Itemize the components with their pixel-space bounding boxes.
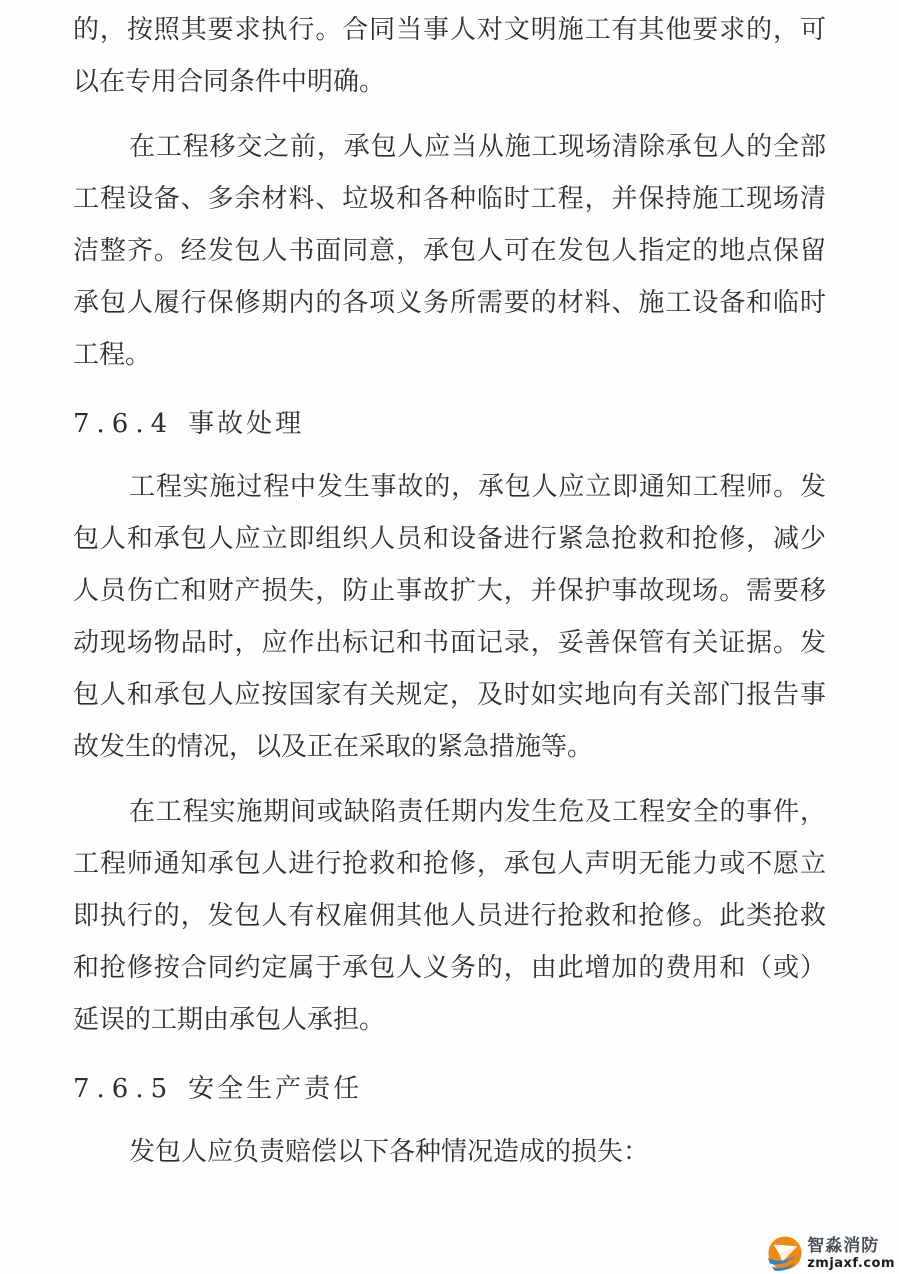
watermark <box>766 1236 895 1272</box>
section-title: 事故处理 <box>188 409 305 439</box>
text-line: 工程实施过程中发生事故的，承包人应立即通知工程师。发 <box>129 472 826 502</box>
text-line: 包人和承包人应立即组织人员和设备进行紧急抢救和抢修，减少 <box>73 524 826 554</box>
text-line: 工程师通知承包人进行抢救和抢修，承包人声明无能力或不愿立 <box>73 849 826 879</box>
brand-text-block <box>807 1237 895 1271</box>
section-heading-7-6-4 <box>73 398 826 450</box>
text-line: 即执行的，发包人有权雇佣其他人员进行抢救和抢修。此类抢救 <box>73 901 826 931</box>
text-line: 发包人应负责赔偿以下各种情况造成的损失： <box>129 1137 650 1167</box>
text-line: 工程。 <box>73 340 152 370</box>
text-line: 承包人履行保修期内的各项义务所需要的材料、施工设备和临时 <box>73 288 826 318</box>
text-line: 动现场物品时，应作出标记和书面记录，妥善保管有关证据。发 <box>73 628 826 658</box>
text-line: 洁整齐。经发包人书面同意，承包人可在发包人指定的地点保留 <box>73 236 826 266</box>
brand-logo-icon <box>766 1236 804 1272</box>
text-line: 在工程移交之前，承包人应当从施工现场清除承包人的全部 <box>129 132 826 162</box>
text-line: 以在专用合同条件中明确。 <box>73 67 386 97</box>
brand-url: zmjaxf.com <box>807 1256 895 1271</box>
text-line: 工程设备、多余材料、垃圾和各种临时工程，并保持施工现场清 <box>73 184 826 214</box>
section-title: 安全生产责任 <box>188 1074 363 1104</box>
section-number: 7.6.4 <box>73 409 175 439</box>
text-line: 延误的工期由承包人承担。 <box>73 1005 386 1035</box>
brand-name: 智淼消防 <box>807 1236 880 1256</box>
body-text <box>73 4 826 1178</box>
text-line: 在工程实施期间或缺陷责任期内发生危及工程安全的事件， <box>129 797 826 827</box>
text-line: 的，按照其要求执行。合同当事人对文明施工有其他要求的，可 <box>73 15 826 45</box>
text-line: 人员伤亡和财产损失，防止事故扩大，并保护事故现场。需要移 <box>73 576 826 606</box>
text-line: 故发生的情况，以及正在采取的紧急措施等。 <box>73 732 594 762</box>
text-line: 包人和承包人应按国家有关规定，及时如实地向有关部门报告事 <box>73 680 826 710</box>
section-heading-7-6-5 <box>73 1063 826 1115</box>
text-line: 和抢修按合同约定属于承包人义务的，由此增加的费用和（或） <box>73 953 826 983</box>
section-number: 7.6.5 <box>73 1074 175 1104</box>
